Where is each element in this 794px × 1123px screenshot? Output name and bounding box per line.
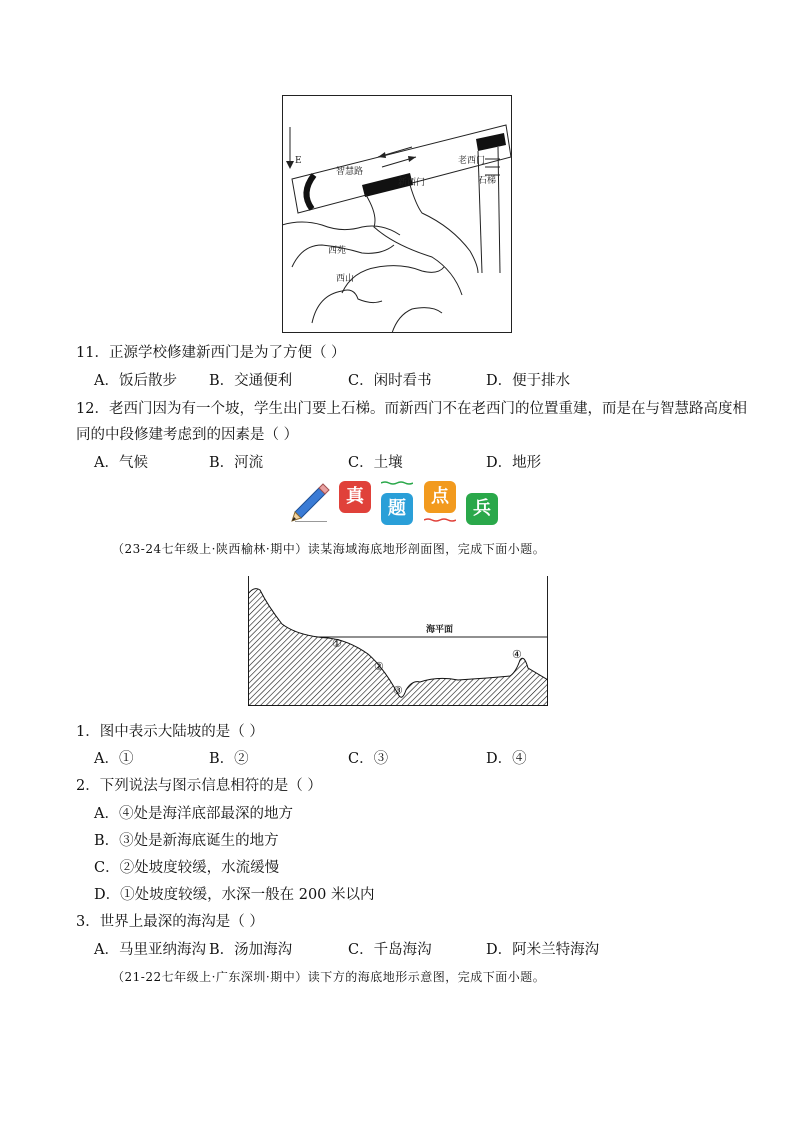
sea-level-text: 海平面 bbox=[426, 625, 454, 635]
banner-wave-top bbox=[381, 481, 413, 485]
marker-2: ② bbox=[374, 660, 384, 673]
stairs-label: 石梯 bbox=[478, 176, 497, 186]
q1-option-b[interactable]: B．② bbox=[209, 751, 249, 767]
question-12-stem-line1: 12．老西门因为有一个坡，学生出门要上石梯。而新西门不在老西门的位置重建，而是在与智慧路高度相 bbox=[76, 401, 747, 417]
banner-wave-bottom bbox=[424, 518, 456, 522]
marker-1: ① bbox=[332, 637, 342, 650]
q11-option-a[interactable]: A．饭后散步 bbox=[94, 373, 177, 389]
q2-option-c[interactable]: C．②处坡度较缓，水流缓慢 bbox=[94, 860, 280, 876]
source-note-1: （23-24七年级上·陕西榆林·期中）读某海域海底地形剖面图，完成下面小题。 bbox=[112, 542, 546, 556]
direction-label: E bbox=[295, 156, 302, 166]
question-1-stem: 1．图中表示大陆坡的是（ ） bbox=[76, 724, 264, 740]
q12-option-c[interactable]: C．土壤 bbox=[348, 455, 403, 471]
q3-option-b[interactable]: B．汤加海沟 bbox=[209, 942, 293, 958]
xiyuan-label: 西苑 bbox=[328, 246, 347, 256]
q3-option-c[interactable]: C．千岛海沟 bbox=[348, 942, 432, 958]
q11-option-d[interactable]: D．便于排水 bbox=[486, 373, 571, 389]
banner-char-3: 点 bbox=[424, 481, 456, 513]
q12-option-b[interactable]: B．河流 bbox=[209, 455, 264, 471]
question-12-stem-line2: 同的中段修建考虑到的因素是（ ） bbox=[76, 427, 299, 443]
xishan-label: 西山 bbox=[336, 274, 355, 284]
q1-option-d[interactable]: D．④ bbox=[486, 751, 527, 767]
q1-option-c[interactable]: C．③ bbox=[348, 751, 389, 767]
road-label: 智慧路 bbox=[336, 167, 364, 177]
q2-option-d[interactable]: D．①处坡度较缓，水深一般在 200 米以内 bbox=[94, 887, 375, 903]
q1-option-a[interactable]: A．① bbox=[94, 751, 134, 767]
banner-char-4: 兵 bbox=[466, 493, 498, 525]
source-note-2: （21-22七年级上·广东深圳·期中）读下方的海底地形示意图，完成下面小题。 bbox=[112, 970, 546, 984]
q11-option-c[interactable]: C．闲时看书 bbox=[348, 373, 432, 389]
q3-option-d[interactable]: D．阿米兰特海沟 bbox=[486, 942, 600, 958]
question-3-stem: 3．世界上最深的海沟是（ ） bbox=[76, 914, 264, 930]
banner-char-2: 题 bbox=[381, 493, 413, 525]
seafloor-profile-figure bbox=[248, 576, 548, 706]
new-gate-label: 新西门 bbox=[398, 178, 426, 188]
q12-option-a[interactable]: A．气候 bbox=[94, 455, 148, 471]
question-11-stem: 11．正源学校修建新西门是为了方便（ ） bbox=[76, 345, 346, 361]
q2-option-b[interactable]: B．③处是新海底诞生的地方 bbox=[94, 833, 279, 849]
q3-option-a[interactable]: A．马里亚纳海沟 bbox=[94, 942, 206, 958]
marker-4: ④ bbox=[512, 648, 522, 661]
campus-map-figure bbox=[282, 95, 512, 333]
old-gate-label: 老西门 bbox=[458, 156, 486, 166]
banner-char-1: 真 bbox=[339, 481, 371, 513]
q12-option-d[interactable]: D．地形 bbox=[486, 455, 542, 471]
question-2-stem: 2．下列说法与图示信息相符的是（ ） bbox=[76, 778, 322, 794]
q11-option-b[interactable]: B．交通便利 bbox=[209, 373, 293, 389]
q2-option-a[interactable]: A．④处是海洋底部最深的地方 bbox=[94, 806, 293, 822]
marker-3: ③ bbox=[393, 684, 403, 697]
pencil-icon bbox=[289, 482, 331, 522]
